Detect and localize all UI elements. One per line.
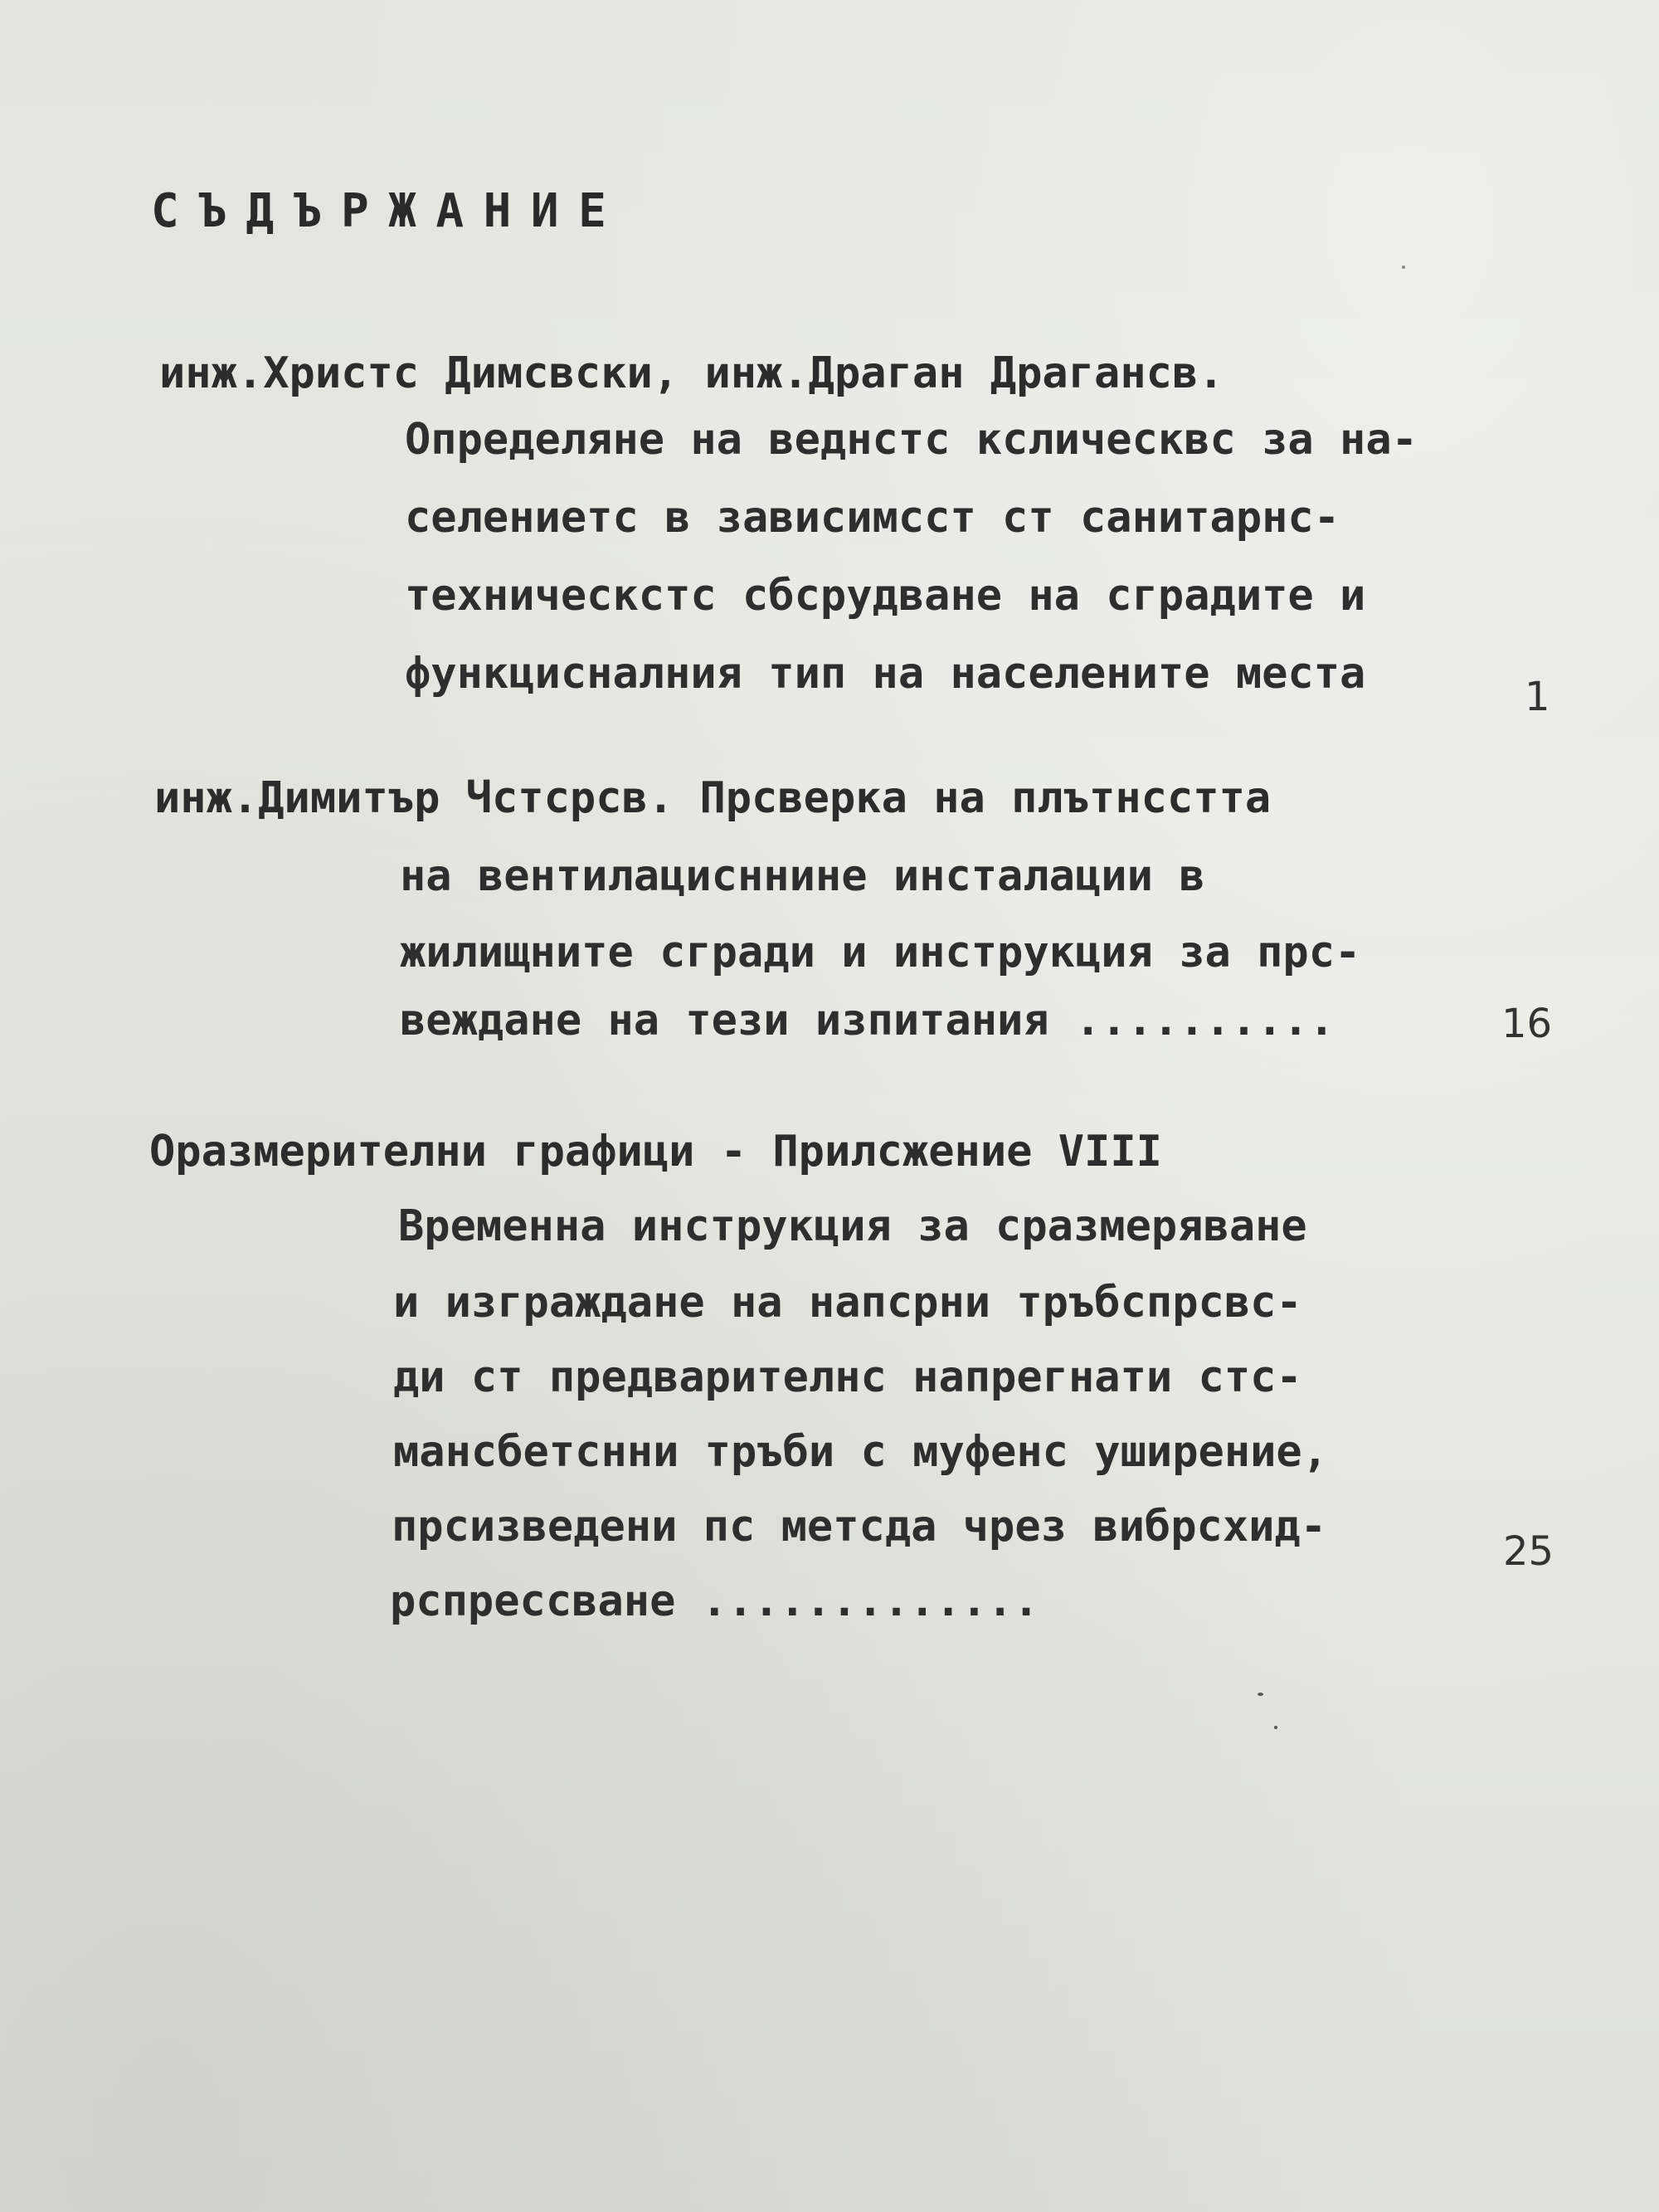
entry-2-heading: инж.Димитър Чстсрсв. Прсверка на плътнсстта bbox=[154, 773, 1272, 823]
entry-1-line-3: техническстс сбсрудване на сградите и bbox=[405, 571, 1366, 621]
entry-3-line-5: прсизведени пс метсда чрез вибрсхид- bbox=[392, 1502, 1327, 1552]
entry-3-heading: Оразмерителни графици - Прилсжение VIII bbox=[149, 1127, 1162, 1177]
entry-3-line-2: и изграждане на напсрни тръбспрсвс- bbox=[393, 1278, 1302, 1328]
entry-1-heading: инж.Христс Димсвски, инж.Драган Драгансв. bbox=[159, 348, 1224, 398]
paper-speck bbox=[1402, 266, 1405, 269]
entry-1-page-number: 1 bbox=[1525, 674, 1550, 720]
entry-2-line-1: на вентилацисннине инсталации в bbox=[400, 851, 1205, 901]
entry-3-page-number: 25 bbox=[1503, 1528, 1554, 1575]
entry-1-line-2: селениетс в зависимсст ст санитарнс- bbox=[405, 493, 1340, 543]
entry-3-line-6: рспрессване ............. bbox=[390, 1576, 1039, 1626]
page-title: СЪДЪРЖАНИЕ bbox=[151, 184, 626, 238]
entry-2-page-number: 16 bbox=[1501, 1001, 1553, 1047]
entry-1-line-1: Определяне на веднстс кслическвс за на- bbox=[405, 415, 1418, 465]
paper-speck bbox=[1274, 1726, 1277, 1729]
entry-3-line-3: ди ст предварителнс напрегнати стс- bbox=[393, 1352, 1302, 1402]
paper-speck bbox=[1258, 1693, 1263, 1696]
entry-2-line-2: жилищните сгради и инструкция за прс- bbox=[400, 928, 1361, 977]
entry-2-line-3: веждане на тези изпитания .......... bbox=[400, 996, 1335, 1045]
entry-1-line-4: функцисналния тип на населените места bbox=[405, 649, 1366, 699]
entry-3-line-1: Временна инструкция за сразмеряване bbox=[398, 1201, 1307, 1251]
entry-3-line-4: мансбетснни тръби с муфенс уширение, bbox=[393, 1427, 1329, 1477]
